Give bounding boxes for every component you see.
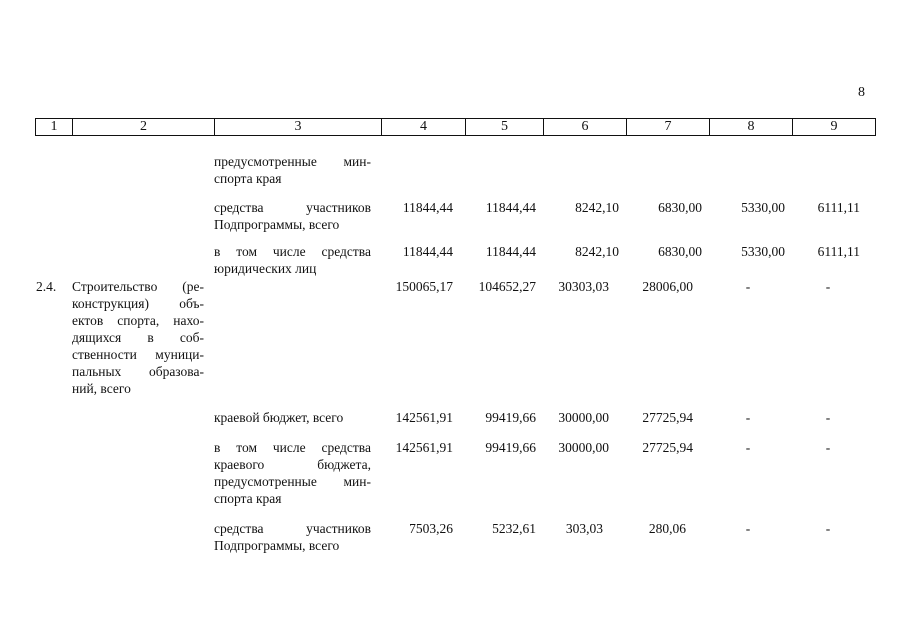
- table-cell: 11844,44: [402, 200, 453, 215]
- table-cell: 8242,10: [575, 244, 619, 259]
- table-cell: -: [745, 521, 751, 536]
- table-cell: -: [825, 440, 831, 455]
- table-cell: 142561,91: [395, 410, 453, 425]
- table-cell: 150065,17: [395, 279, 453, 294]
- row-name: Строительство (ре- конструкция) объ- ектов спорта, нахо- дящихся в соб- ственности муници- пальных образова- ний, всего: [72, 279, 204, 396]
- table-cell: 11844,44: [485, 244, 536, 259]
- header-col-6: 6: [544, 119, 627, 136]
- header-col-4: 4: [382, 119, 466, 136]
- header-col-3: 3: [215, 119, 382, 136]
- table-cell: -: [745, 440, 751, 455]
- table-row-desc: краевой бюджет, всего: [214, 410, 344, 425]
- table-row-desc: в том числе средства юридических лиц: [214, 244, 371, 276]
- table-cell: -: [825, 521, 831, 536]
- table-cell: 11844,44: [402, 244, 453, 259]
- header-col-7: 7: [627, 119, 710, 136]
- page-number: 8: [858, 85, 865, 100]
- table-cell: 280,06: [648, 521, 686, 536]
- table-cell: 5330,00: [741, 200, 785, 215]
- table-row-desc: средства участников Подпрограммы, всего: [214, 521, 371, 553]
- table-row-desc: средства участников Подпрограммы, всего: [214, 200, 371, 232]
- table-cell: 30000,00: [558, 440, 609, 455]
- table-cell: 142561,91: [395, 440, 453, 455]
- table-row-desc: в том числе средства краевого бюджета, предусмотренные мин- спорта края: [214, 440, 371, 506]
- table-cell: 99419,66: [485, 410, 536, 425]
- table-cell: -: [745, 279, 751, 294]
- table-cell: 28006,00: [642, 279, 693, 294]
- table-cell: -: [825, 279, 831, 294]
- table-cell: 5232,61: [492, 521, 536, 536]
- table-cell: -: [745, 410, 751, 425]
- table-cell: 6830,00: [658, 200, 702, 215]
- row-number: 2.4.: [36, 279, 57, 294]
- table-cell: 5330,00: [741, 244, 785, 259]
- header-col-2: 2: [73, 119, 215, 136]
- table-cell: 6111,11: [817, 244, 860, 259]
- table-cell: -: [825, 410, 831, 425]
- header-col-1: 1: [36, 119, 73, 136]
- table-cell: 7503,26: [409, 521, 453, 536]
- column-number-header: [35, 118, 876, 136]
- header-col-9: 9: [793, 119, 876, 136]
- table-cell: 8242,10: [575, 200, 619, 215]
- header-col-5: 5: [466, 119, 544, 136]
- table-cell: 27725,94: [642, 410, 693, 425]
- table-cell: 303,03: [565, 521, 603, 536]
- table-row-desc: предусмотренные мин- спорта края: [214, 154, 371, 186]
- table-cell: 104652,27: [478, 279, 536, 294]
- table-cell: 30000,00: [558, 410, 609, 425]
- header-col-8: 8: [710, 119, 793, 136]
- table-cell: 27725,94: [642, 440, 693, 455]
- table-cell: 6111,11: [817, 200, 860, 215]
- table-cell: 99419,66: [485, 440, 536, 455]
- table-cell: 11844,44: [485, 200, 536, 215]
- table-cell: 6830,00: [658, 244, 702, 259]
- table-cell: 30303,03: [558, 279, 609, 294]
